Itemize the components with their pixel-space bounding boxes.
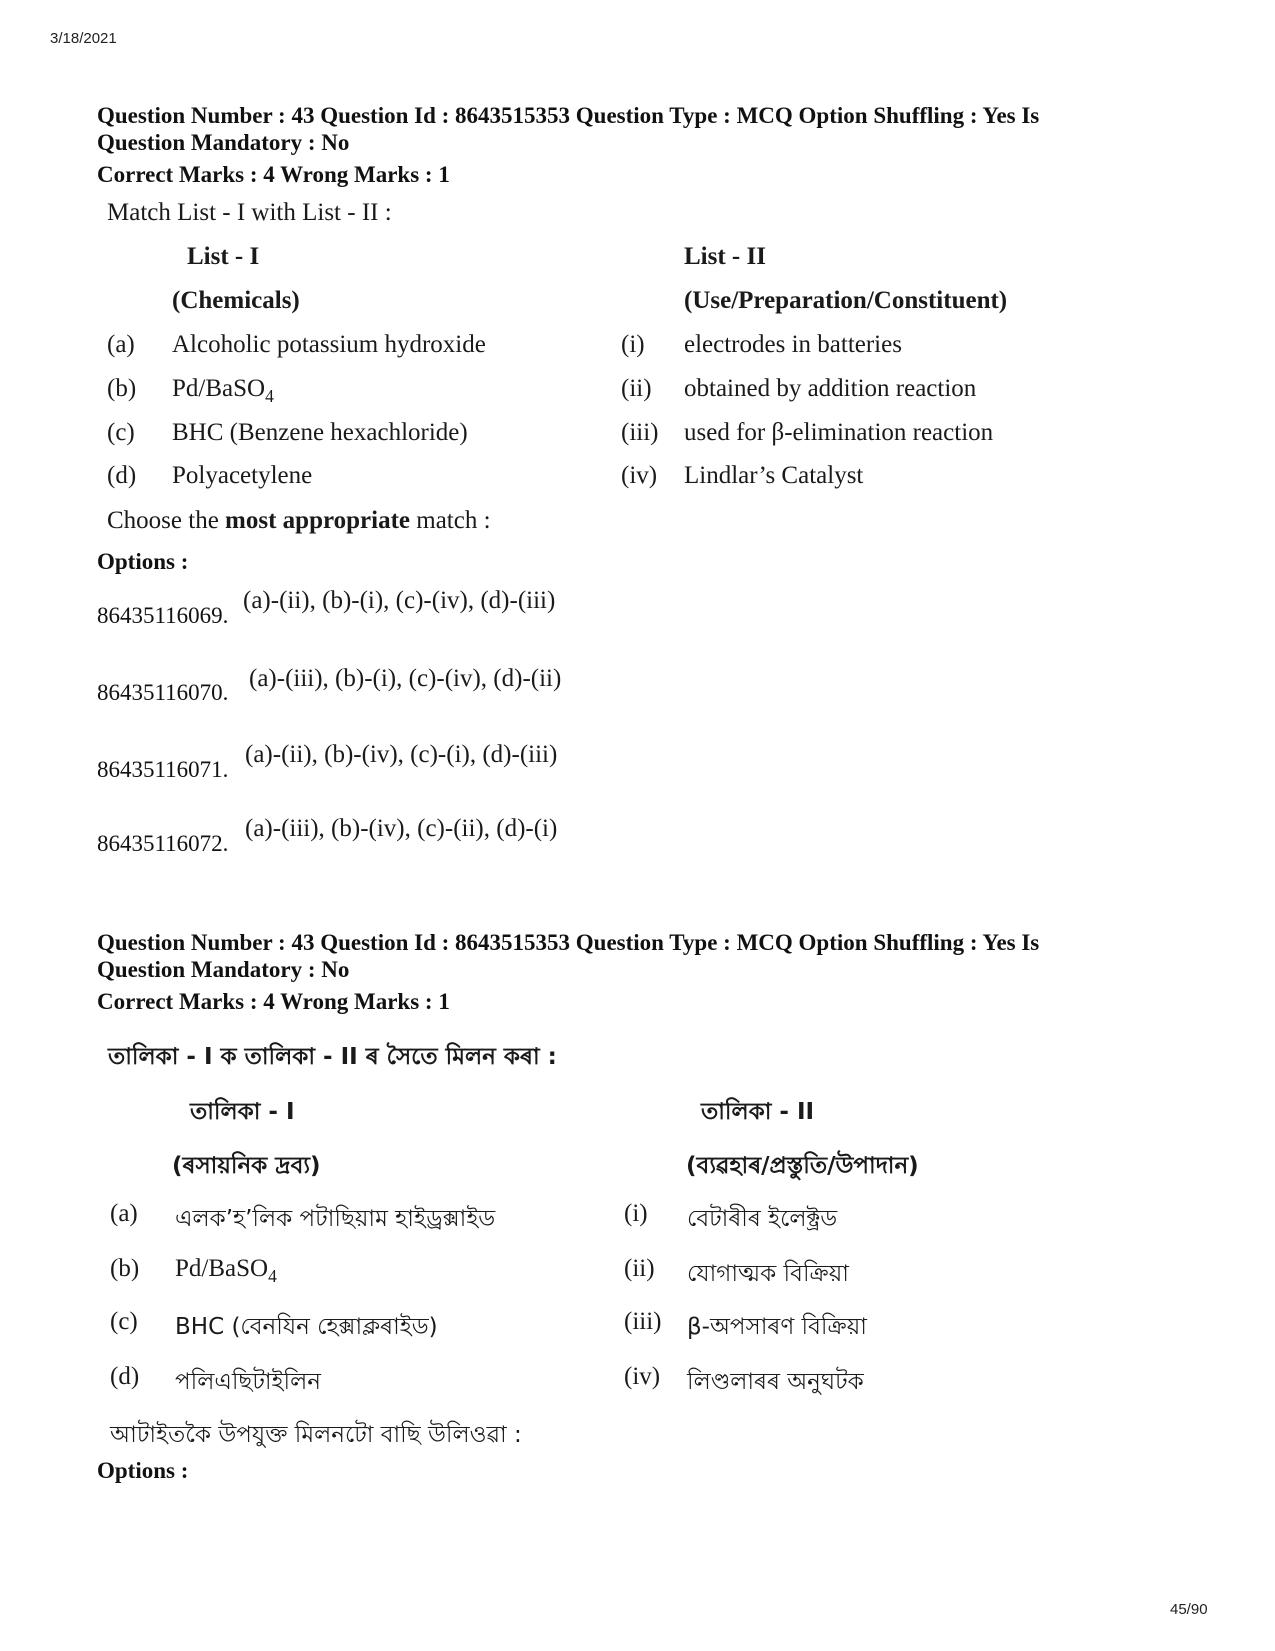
question-marks: Correct Marks : 4 Wrong Marks : 1	[97, 989, 450, 1014]
list2-key: (iii)	[621, 419, 659, 446]
options-label: Options :	[97, 1458, 189, 1483]
list1-key: (a)	[110, 1200, 138, 1227]
list1-key: (b)	[110, 1255, 140, 1282]
instruction-emphasis: most appropriate	[225, 507, 410, 534]
list2-key: (iv)	[624, 1363, 661, 1390]
list2-item: used for β-elimination reaction	[684, 419, 994, 446]
instruction-text: match :	[410, 507, 491, 534]
list2-item: বেটাৰীৰ ইলেক্ট্ৰড	[687, 1206, 838, 1232]
list1-key: (d)	[110, 1363, 140, 1390]
formula-subscript: 4	[268, 1266, 277, 1287]
option-id: 86435116072.	[97, 831, 229, 856]
option-text: (a)-(ii), (b)-(i), (c)-(iv), (d)-(iii)	[243, 587, 556, 614]
list1-key: (d)	[107, 462, 137, 489]
list2-item: electrodes in batteries	[684, 331, 902, 358]
list1-subtitle: (Chemicals)	[172, 287, 300, 314]
option-id: 86435116070.	[97, 680, 229, 705]
list1-item	[172, 375, 274, 407]
formula-text: Pd/BaSO	[172, 375, 266, 402]
option-text: (a)-(iii), (b)-(i), (c)-(iv), (d)-(ii)	[249, 665, 562, 692]
list2-key: (iii)	[624, 1308, 662, 1335]
list2-item: β-অপসাৰণ বিক্ৰিয়া	[687, 1314, 867, 1340]
list2-title: List - II	[684, 243, 766, 270]
list2-item: লিণ্ডলাৰৰ অনুঘটক	[687, 1369, 864, 1395]
question-header-line-1: Question Number : 43 Question Id : 8643515353 Question Type : MCQ Option Shuffling : Yes Is	[97, 103, 1040, 128]
question-marks: Correct Marks : 4 Wrong Marks : 1	[97, 162, 450, 187]
instruction-text: Choose the	[107, 507, 226, 534]
list1-item: Alcoholic potassium hydroxide	[172, 331, 486, 358]
list1-key: (c)	[110, 1308, 138, 1335]
option-text: (a)-(iii), (b)-(iv), (c)-(ii), (d)-(i)	[245, 815, 558, 842]
list2-title: তালিকা - II	[701, 1099, 815, 1125]
list2-item: obtained by addition reaction	[684, 375, 977, 402]
list1-item: BHC (Benzene hexachloride)	[172, 419, 468, 446]
list2-key: (ii)	[624, 1255, 655, 1282]
question-instruction: আটাইতকৈ উপযুক্ত মিলনটো বাছি উলিওৱা :	[110, 1422, 522, 1448]
list1-title: List - I	[187, 243, 260, 270]
list1-key: (c)	[107, 419, 135, 446]
list1-subtitle: (ৰসায়নিক দ্ৰব্য)	[172, 1153, 321, 1179]
list1-title: তালিকা - I	[190, 1099, 295, 1125]
list1-item: BHC (বেনযিন হেক্সাক্লৰাইড)	[175, 1314, 438, 1340]
list1-item: Polyacetylene	[172, 462, 313, 489]
list1-key: (b)	[107, 375, 137, 402]
list2-key: (i)	[624, 1200, 648, 1227]
print-date: 3/18/2021	[50, 30, 117, 47]
question-intro: Match List - I with List - II :	[107, 199, 392, 226]
list2-item: যোগাত্মক বিক্ৰিয়া	[687, 1261, 849, 1287]
formula-text: Pd/BaSO	[175, 1255, 269, 1282]
list2-subtitle: (Use/Preparation/Constituent)	[684, 287, 1008, 314]
list2-key: (i)	[621, 331, 645, 358]
option-text: (a)-(ii), (b)-(iv), (c)-(i), (d)-(iii)	[245, 741, 558, 768]
formula-subscript: 4	[265, 386, 274, 407]
page-number: 45/90	[1170, 1601, 1208, 1618]
option-id: 86435116071.	[97, 757, 229, 782]
question-header-line-1: Question Number : 43 Question Id : 8643515353 Question Type : MCQ Option Shuffling : Yes Is	[97, 930, 1040, 955]
question-header-line-2: Question Mandatory : No	[97, 957, 350, 982]
option-id: 86435116069.	[97, 603, 229, 628]
list2-key: (ii)	[621, 375, 652, 402]
list1-item	[175, 1255, 277, 1287]
options-label: Options :	[97, 549, 189, 574]
list1-item: এলক’হ’লিক পটাছিয়াম হাইড্ৰক্সাইড	[175, 1206, 496, 1232]
list1-key: (a)	[107, 331, 135, 358]
list1-item: পলিএছিটাইলিন	[175, 1369, 321, 1395]
list2-subtitle: (ব্যৱহাৰ/প্ৰস্তুতি/উপাদান)	[686, 1153, 919, 1179]
question-header-line-2: Question Mandatory : No	[97, 130, 350, 155]
list2-item: Lindlar’s Catalyst	[684, 462, 864, 489]
question-instruction	[107, 507, 491, 535]
list2-key: (iv)	[621, 462, 658, 489]
question-intro: তালিকা - I ক তালিকা - II ৰ সৈতে মিলন কৰা :	[108, 1044, 557, 1070]
